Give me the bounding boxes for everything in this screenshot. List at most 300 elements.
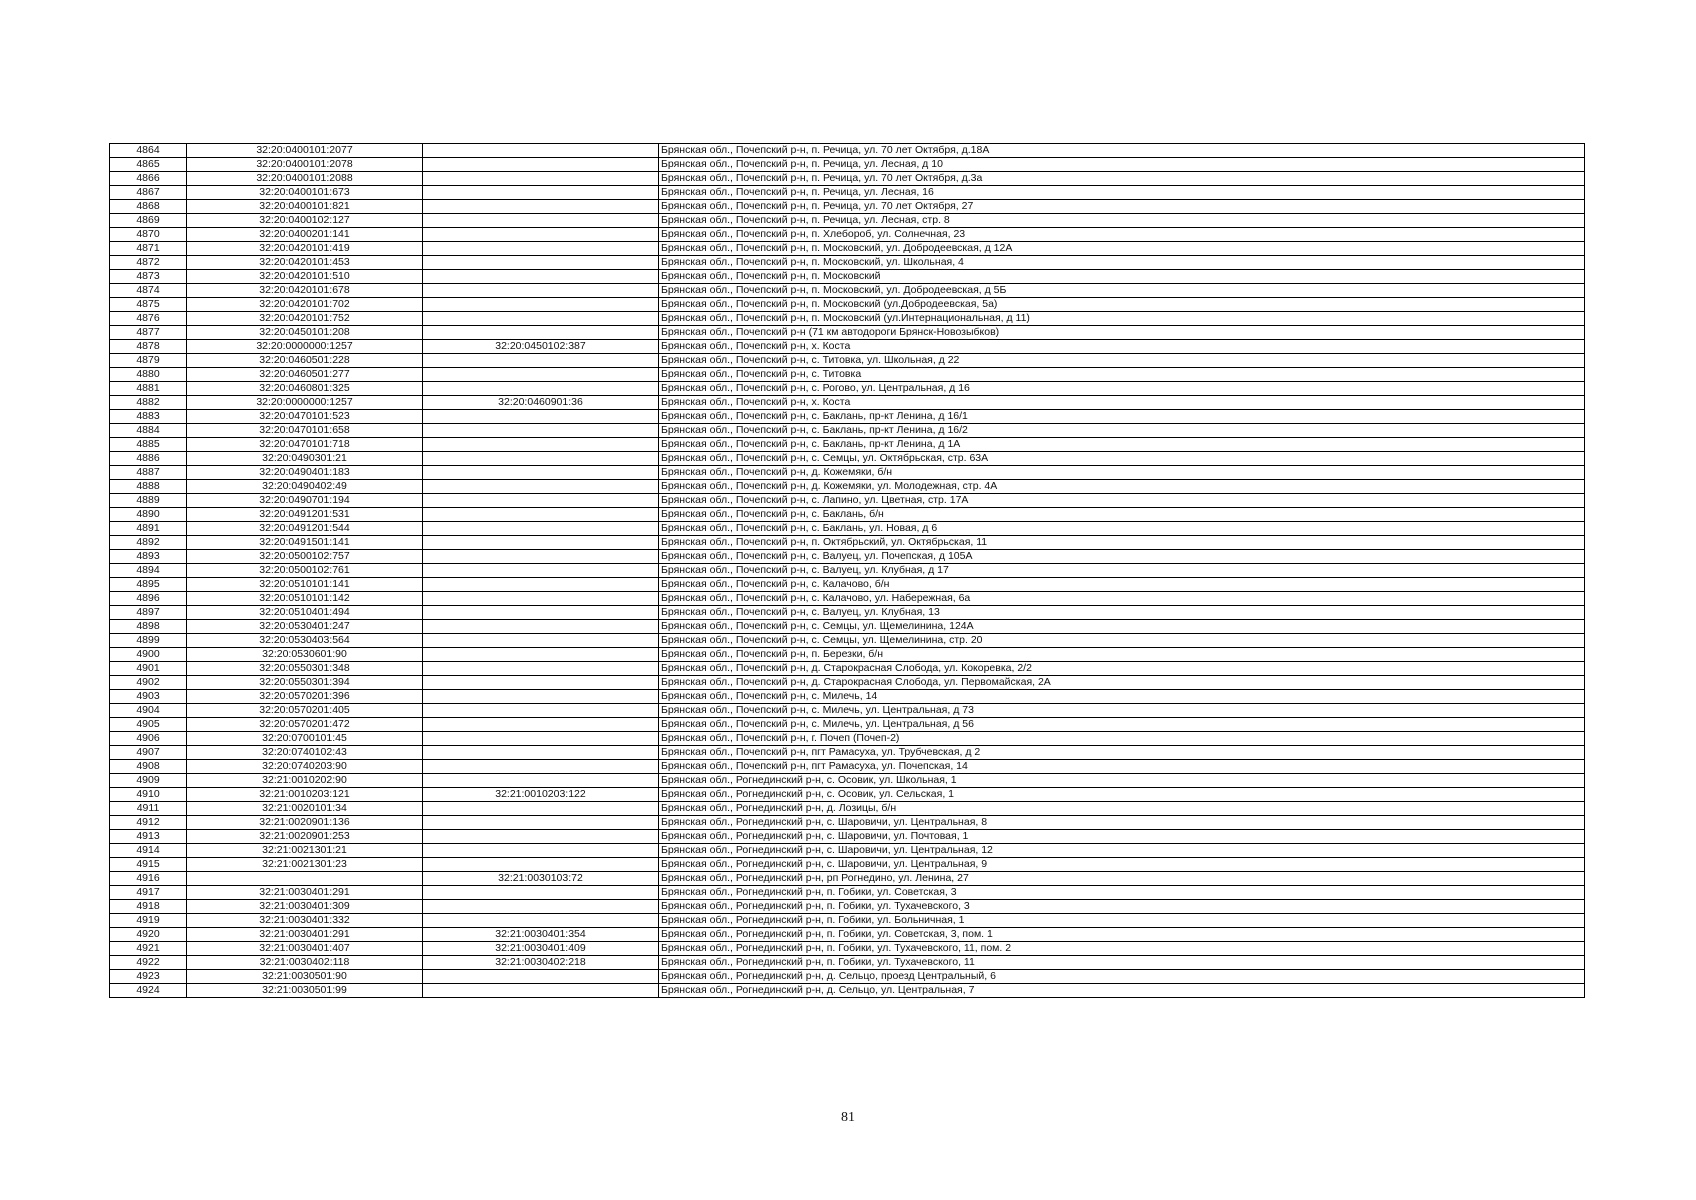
row-number-cell: 4885 — [110, 438, 187, 452]
table-row — [110, 522, 1585, 536]
cadastral-number-cell: 32:20:0530601:90 — [187, 648, 423, 662]
related-cadastral-number-cell — [423, 606, 659, 620]
address-cell: Брянская обл., Почепский р-н, с. Милечь, 14 — [659, 690, 1585, 704]
related-cadastral-number-cell — [423, 382, 659, 396]
row-number-cell: 4923 — [110, 970, 187, 984]
address-cell: Брянская обл., Почепский р-н (71 км автодороги Брянск-Новозыбков) — [659, 326, 1585, 340]
cadastral-number-cell: 32:20:0400201:141 — [187, 228, 423, 242]
table-row — [110, 480, 1585, 494]
related-cadastral-number-cell — [423, 802, 659, 816]
address-cell: Брянская обл., Почепский р-н, п. Речица, ул. Лесная, д 10 — [659, 158, 1585, 172]
row-number-cell: 4922 — [110, 956, 187, 970]
table-row — [110, 214, 1585, 228]
cadastral-number-cell: 32:20:0400101:2077 — [187, 144, 423, 158]
table-row — [110, 690, 1585, 704]
cadastral-number-cell: 32:20:0570201:396 — [187, 690, 423, 704]
address-cell: Брянская обл., Почепский р-н, п. Московский (ул.Добродеевская, 5а) — [659, 298, 1585, 312]
address-cell: Брянская обл., Почепский р-н, г. Почеп (Почеп-2) — [659, 732, 1585, 746]
row-number-cell: 4867 — [110, 186, 187, 200]
address-cell: Брянская обл., Почепский р-н, х. Коста — [659, 396, 1585, 410]
cadastral-number-cell: 32:20:0460501:228 — [187, 354, 423, 368]
related-cadastral-number-cell — [423, 676, 659, 690]
table-row — [110, 676, 1585, 690]
related-cadastral-number-cell: 32:21:0030401:409 — [423, 942, 659, 956]
related-cadastral-number-cell — [423, 662, 659, 676]
table-row — [110, 886, 1585, 900]
row-number-cell: 4918 — [110, 900, 187, 914]
address-cell: Брянская обл., Почепский р-н, п. Речица, ул. 70 лет Октября, д.3а — [659, 172, 1585, 186]
row-number-cell: 4891 — [110, 522, 187, 536]
row-number-cell: 4913 — [110, 830, 187, 844]
table-row — [110, 704, 1585, 718]
cadastral-number-cell: 32:20:0420101:510 — [187, 270, 423, 284]
row-number-cell: 4896 — [110, 592, 187, 606]
row-number-cell: 4900 — [110, 648, 187, 662]
cadastral-number-cell: 32:21:0030401:407 — [187, 942, 423, 956]
cadastral-number-cell: 32:20:0470101:523 — [187, 410, 423, 424]
related-cadastral-number-cell — [423, 578, 659, 592]
address-cell: Брянская обл., Почепский р-н, с. Баклань, ул. Новая, д 6 — [659, 522, 1585, 536]
cadastral-number-cell — [187, 872, 423, 886]
cadastral-number-cell: 32:21:0010202:90 — [187, 774, 423, 788]
cadastral-number-cell: 32:20:0550301:348 — [187, 662, 423, 676]
address-cell: Брянская обл., Почепский р-н, с. Валуец, ул. Клубная, д 17 — [659, 564, 1585, 578]
row-number-cell: 4895 — [110, 578, 187, 592]
cadastral-number-cell: 32:20:0000000:1257 — [187, 396, 423, 410]
register-body — [110, 144, 1585, 998]
address-cell: Брянская обл., Почепский р-н, п. Хлебороб, ул. Солнечная, 23 — [659, 228, 1585, 242]
address-cell: Брянская обл., Почепский р-н, п. Речица, ул. 70 лет Октября, 27 — [659, 200, 1585, 214]
address-cell: Брянская обл., Почепский р-н, пгт Рамасуха, ул. Почепская, 14 — [659, 760, 1585, 774]
row-number-cell: 4901 — [110, 662, 187, 676]
related-cadastral-number-cell — [423, 550, 659, 564]
row-number-cell: 4884 — [110, 424, 187, 438]
table-row — [110, 396, 1585, 410]
address-cell: Брянская обл., Рогнединский р-н, п. Гобики, ул. Советская, 3 — [659, 886, 1585, 900]
address-cell: Брянская обл., Рогнединский р-н, п. Гобики, ул. Советская, 3, пом. 1 — [659, 928, 1585, 942]
address-cell: Брянская обл., Почепский р-н, п. Московский, ул. Школьная, 4 — [659, 256, 1585, 270]
related-cadastral-number-cell — [423, 732, 659, 746]
cadastral-number-cell: 32:20:0490401:183 — [187, 466, 423, 480]
table-row — [110, 438, 1585, 452]
table-row — [110, 340, 1585, 354]
cadastral-number-cell: 32:20:0490301:21 — [187, 452, 423, 466]
cadastral-number-cell: 32:20:0460501:277 — [187, 368, 423, 382]
related-cadastral-number-cell — [423, 690, 659, 704]
related-cadastral-number-cell — [423, 718, 659, 732]
table-row — [110, 382, 1585, 396]
address-cell: Брянская обл., Почепский р-н, д. Старокрасная Слобода, ул. Первомайская, 2А — [659, 676, 1585, 690]
related-cadastral-number-cell — [423, 648, 659, 662]
cadastral-number-cell: 32:20:0491201:544 — [187, 522, 423, 536]
related-cadastral-number-cell — [423, 886, 659, 900]
related-cadastral-number-cell — [423, 186, 659, 200]
cadastral-number-cell: 32:21:0030401:332 — [187, 914, 423, 928]
row-number-cell: 4924 — [110, 984, 187, 998]
address-cell: Брянская обл., Почепский р-н, д. Кожемяки, б/н — [659, 466, 1585, 480]
address-cell: Брянская обл., Почепский р-н, с. Титовка — [659, 368, 1585, 382]
address-cell: Брянская обл., Рогнединский р-н, с. Осовик, ул. Сельская, 1 — [659, 788, 1585, 802]
row-number-cell: 4871 — [110, 242, 187, 256]
table-row — [110, 158, 1585, 172]
row-number-cell: 4879 — [110, 354, 187, 368]
table-row — [110, 550, 1585, 564]
related-cadastral-number-cell — [423, 368, 659, 382]
table-row — [110, 914, 1585, 928]
cadastral-number-cell: 32:21:0021301:23 — [187, 858, 423, 872]
related-cadastral-number-cell — [423, 410, 659, 424]
row-number-cell: 4865 — [110, 158, 187, 172]
row-number-cell: 4868 — [110, 200, 187, 214]
cadastral-number-cell: 32:20:0530403:564 — [187, 634, 423, 648]
address-cell: Брянская обл., Почепский р-н, с. Милечь, ул. Центральная, д 73 — [659, 704, 1585, 718]
address-cell: Брянская обл., Почепский р-н, п. Московский, ул. Добродеевская, д 5Б — [659, 284, 1585, 298]
cadastral-number-cell: 32:20:0420101:453 — [187, 256, 423, 270]
cadastral-number-cell: 32:20:0491201:531 — [187, 508, 423, 522]
address-cell: Брянская обл., Почепский р-н, п. Речица, ул. Лесная, стр. 8 — [659, 214, 1585, 228]
cadastral-number-cell: 32:20:0000000:1257 — [187, 340, 423, 354]
table-row — [110, 564, 1585, 578]
row-number-cell: 4869 — [110, 214, 187, 228]
row-number-cell: 4906 — [110, 732, 187, 746]
address-cell: Брянская обл., Почепский р-н, д. Старокрасная Слобода, ул. Кокоревка, 2/2 — [659, 662, 1585, 676]
cadastral-number-cell: 32:20:0400101:2088 — [187, 172, 423, 186]
row-number-cell: 4887 — [110, 466, 187, 480]
row-number-cell: 4921 — [110, 942, 187, 956]
table-row — [110, 298, 1585, 312]
address-cell: Брянская обл., Почепский р-н, с. Калачово, б/н — [659, 578, 1585, 592]
row-number-cell: 4910 — [110, 788, 187, 802]
row-number-cell: 4912 — [110, 816, 187, 830]
related-cadastral-number-cell — [423, 984, 659, 998]
address-cell: Брянская обл., Рогнединский р-н, д. Лозицы, б/н — [659, 802, 1585, 816]
row-number-cell: 4874 — [110, 284, 187, 298]
address-cell: Брянская обл., Почепский р-н, пгт Рамасуха, ул. Трубчевская, д 2 — [659, 746, 1585, 760]
cadastral-number-cell: 32:20:0570201:472 — [187, 718, 423, 732]
address-cell: Брянская обл., Почепский р-н, с. Милечь, ул. Центральная, д 56 — [659, 718, 1585, 732]
row-number-cell: 4908 — [110, 760, 187, 774]
row-number-cell: 4904 — [110, 704, 187, 718]
row-number-cell: 4903 — [110, 690, 187, 704]
table-row — [110, 844, 1585, 858]
related-cadastral-number-cell: 32:20:0450102:387 — [423, 340, 659, 354]
table-row — [110, 424, 1585, 438]
address-cell: Брянская обл., Почепский р-н, с. Баклань, б/н — [659, 508, 1585, 522]
row-number-cell: 4907 — [110, 746, 187, 760]
related-cadastral-number-cell — [423, 284, 659, 298]
cadastral-number-cell: 32:21:0010203:121 — [187, 788, 423, 802]
cadastral-number-cell: 32:20:0400101:2078 — [187, 158, 423, 172]
related-cadastral-number-cell — [423, 298, 659, 312]
table-row — [110, 956, 1585, 970]
address-cell: Брянская обл., Рогнединский р-н, п. Гобики, ул. Тухачевского, 11, пом. 2 — [659, 942, 1585, 956]
row-number-cell: 4894 — [110, 564, 187, 578]
row-number-cell: 4876 — [110, 312, 187, 326]
table-row — [110, 368, 1585, 382]
table-row — [110, 760, 1585, 774]
address-cell: Брянская обл., Рогнединский р-н, с. Шаровичи, ул. Центральная, 9 — [659, 858, 1585, 872]
cadastral-number-cell: 32:21:0030501:99 — [187, 984, 423, 998]
cadastral-number-cell: 32:21:0030401:291 — [187, 886, 423, 900]
table-row — [110, 284, 1585, 298]
table-row — [110, 200, 1585, 214]
table-row — [110, 662, 1585, 676]
table-row — [110, 172, 1585, 186]
cadastral-number-cell: 32:20:0490402:49 — [187, 480, 423, 494]
table-row — [110, 942, 1585, 956]
related-cadastral-number-cell: 32:21:0030402:218 — [423, 956, 659, 970]
table-row — [110, 872, 1585, 886]
cadastral-number-cell: 32:21:0030401:291 — [187, 928, 423, 942]
related-cadastral-number-cell — [423, 452, 659, 466]
address-cell: Брянская обл., Почепский р-н, х. Коста — [659, 340, 1585, 354]
row-number-cell: 4875 — [110, 298, 187, 312]
related-cadastral-number-cell: 32:20:0460901:36 — [423, 396, 659, 410]
related-cadastral-number-cell — [423, 312, 659, 326]
cadastral-number-cell: 32:20:0700101:45 — [187, 732, 423, 746]
related-cadastral-number-cell — [423, 438, 659, 452]
address-cell: Брянская обл., Почепский р-н, с. Калачово, ул. Набережная, 6а — [659, 592, 1585, 606]
cadastral-number-cell: 32:21:0021301:21 — [187, 844, 423, 858]
related-cadastral-number-cell — [423, 242, 659, 256]
related-cadastral-number-cell — [423, 172, 659, 186]
related-cadastral-number-cell — [423, 970, 659, 984]
row-number-cell: 4866 — [110, 172, 187, 186]
related-cadastral-number-cell — [423, 354, 659, 368]
cadastral-number-cell: 32:21:0030402:118 — [187, 956, 423, 970]
table-row — [110, 508, 1585, 522]
table-row — [110, 970, 1585, 984]
address-cell: Брянская обл., Рогнединский р-н, с. Шаровичи, ул. Почтовая, 1 — [659, 830, 1585, 844]
page-number: 81 — [841, 1110, 855, 1125]
address-cell: Брянская обл., Рогнединский р-н, п. Гобики, ул. Тухачевского, 11 — [659, 956, 1585, 970]
address-cell: Брянская обл., Рогнединский р-н, п. Гобики, ул. Больничная, 1 — [659, 914, 1585, 928]
table-row — [110, 746, 1585, 760]
address-cell: Брянская обл., Рогнединский р-н, д. Сельцо, ул. Центральная, 7 — [659, 984, 1585, 998]
related-cadastral-number-cell — [423, 256, 659, 270]
related-cadastral-number-cell — [423, 704, 659, 718]
cadastral-number-cell: 32:20:0500102:757 — [187, 550, 423, 564]
address-cell: Брянская обл., Рогнединский р-н, д. Сельцо, проезд Центральный, 6 — [659, 970, 1585, 984]
address-cell: Брянская обл., Почепский р-н, с. Титовка, ул. Школьная, д 22 — [659, 354, 1585, 368]
address-cell: Брянская обл., Почепский р-н, п. Московский (ул.Интернациональная, д 11) — [659, 312, 1585, 326]
row-number-cell: 4880 — [110, 368, 187, 382]
address-cell: Брянская обл., Почепский р-н, д. Кожемяки, ул. Молодежная, стр. 4А — [659, 480, 1585, 494]
row-number-cell: 4864 — [110, 144, 187, 158]
row-number-cell: 4883 — [110, 410, 187, 424]
related-cadastral-number-cell — [423, 144, 659, 158]
cadastral-number-cell: 32:20:0400101:673 — [187, 186, 423, 200]
cadastral-number-cell: 32:21:0030401:309 — [187, 900, 423, 914]
table-row — [110, 788, 1585, 802]
address-cell: Брянская обл., Рогнединский р-н, п. Гобики, ул. Тухачевского, 3 — [659, 900, 1585, 914]
related-cadastral-number-cell: 32:21:0010203:122 — [423, 788, 659, 802]
cadastral-number-cell: 32:20:0470101:718 — [187, 438, 423, 452]
related-cadastral-number-cell — [423, 480, 659, 494]
row-number-cell: 4890 — [110, 508, 187, 522]
row-number-cell: 4920 — [110, 928, 187, 942]
row-number-cell: 4878 — [110, 340, 187, 354]
table-row — [110, 984, 1585, 998]
address-cell: Брянская обл., Почепский р-н, п. Речица, ул. 70 лет Октября, д.18А — [659, 144, 1585, 158]
table-row — [110, 718, 1585, 732]
address-cell: Брянская обл., Почепский р-н, п. Речица, ул. Лесная, 16 — [659, 186, 1585, 200]
table-row — [110, 494, 1585, 508]
address-cell: Брянская обл., Почепский р-н, с. Лапино, ул. Цветная, стр. 17А — [659, 494, 1585, 508]
address-cell: Брянская обл., Почепский р-н, с. Баклань, пр-кт Ленина, д 16/1 — [659, 410, 1585, 424]
table-row — [110, 606, 1585, 620]
table-row — [110, 648, 1585, 662]
cadastral-number-cell: 32:21:0030501:90 — [187, 970, 423, 984]
related-cadastral-number-cell — [423, 424, 659, 438]
table-row — [110, 452, 1585, 466]
related-cadastral-number-cell — [423, 746, 659, 760]
cadastral-number-cell: 32:20:0400101:821 — [187, 200, 423, 214]
table-row — [110, 326, 1585, 340]
address-cell: Брянская обл., Почепский р-н, с. Рогово, ул. Центральная, д 16 — [659, 382, 1585, 396]
cadastral-number-cell: 32:20:0740102:43 — [187, 746, 423, 760]
table-row — [110, 186, 1585, 200]
related-cadastral-number-cell — [423, 858, 659, 872]
cadastral-number-cell: 32:20:0450101:208 — [187, 326, 423, 340]
table-row — [110, 620, 1585, 634]
row-number-cell: 4882 — [110, 396, 187, 410]
related-cadastral-number-cell — [423, 270, 659, 284]
table-row — [110, 410, 1585, 424]
related-cadastral-number-cell — [423, 494, 659, 508]
cadastral-number-cell: 32:20:0740203:90 — [187, 760, 423, 774]
row-number-cell: 4892 — [110, 536, 187, 550]
row-number-cell: 4899 — [110, 634, 187, 648]
cadastral-number-cell: 32:20:0400102:127 — [187, 214, 423, 228]
cadastral-number-cell: 32:20:0420101:702 — [187, 298, 423, 312]
table-row — [110, 228, 1585, 242]
table-row — [110, 536, 1585, 550]
row-number-cell: 4889 — [110, 494, 187, 508]
row-number-cell: 4897 — [110, 606, 187, 620]
table-row — [110, 466, 1585, 480]
cadastral-number-cell: 32:20:0460801:325 — [187, 382, 423, 396]
cadastral-number-cell: 32:20:0470101:658 — [187, 424, 423, 438]
table-row — [110, 858, 1585, 872]
related-cadastral-number-cell — [423, 158, 659, 172]
table-row — [110, 242, 1585, 256]
table-row — [110, 592, 1585, 606]
cadastral-number-cell: 32:21:0020101:34 — [187, 802, 423, 816]
related-cadastral-number-cell — [423, 634, 659, 648]
related-cadastral-number-cell — [423, 326, 659, 340]
row-number-cell: 4915 — [110, 858, 187, 872]
row-number-cell: 4917 — [110, 886, 187, 900]
row-number-cell: 4870 — [110, 228, 187, 242]
cadastral-number-cell: 32:20:0530401:247 — [187, 620, 423, 634]
related-cadastral-number-cell — [423, 830, 659, 844]
cadastral-number-cell: 32:20:0570201:405 — [187, 704, 423, 718]
related-cadastral-number-cell — [423, 214, 659, 228]
table-row — [110, 578, 1585, 592]
table-row — [110, 354, 1585, 368]
address-cell: Брянская обл., Почепский р-н, с. Семцы, ул. Щемелинина, стр. 20 — [659, 634, 1585, 648]
related-cadastral-number-cell — [423, 844, 659, 858]
row-number-cell: 4872 — [110, 256, 187, 270]
row-number-cell: 4881 — [110, 382, 187, 396]
cadastral-number-cell: 32:20:0510101:142 — [187, 592, 423, 606]
cadastral-number-cell: 32:20:0510101:141 — [187, 578, 423, 592]
cadastral-number-cell: 32:20:0490701:194 — [187, 494, 423, 508]
table-row — [110, 900, 1585, 914]
cadastral-number-cell: 32:20:0510401:494 — [187, 606, 423, 620]
address-cell: Брянская обл., Рогнединский р-н, с. Осовик, ул. Школьная, 1 — [659, 774, 1585, 788]
address-cell: Брянская обл., Почепский р-н, с. Валуец, ул. Клубная, 13 — [659, 606, 1585, 620]
table-row — [110, 144, 1585, 158]
address-cell: Брянская обл., Почепский р-н, с. Валуец, ул. Почепская, д 105А — [659, 550, 1585, 564]
related-cadastral-number-cell — [423, 620, 659, 634]
cadastral-number-cell: 32:20:0420101:419 — [187, 242, 423, 256]
register-table — [109, 143, 1585, 998]
table-row — [110, 802, 1585, 816]
address-cell: Брянская обл., Почепский р-н, п. Московский — [659, 270, 1585, 284]
related-cadastral-number-cell — [423, 914, 659, 928]
table-row — [110, 774, 1585, 788]
address-cell: Брянская обл., Почепский р-н, с. Семцы, ул. Щемелинина, 124А — [659, 620, 1585, 634]
cadastral-number-cell: 32:20:0550301:394 — [187, 676, 423, 690]
row-number-cell: 4905 — [110, 718, 187, 732]
table-row — [110, 270, 1585, 284]
row-number-cell: 4902 — [110, 676, 187, 690]
related-cadastral-number-cell: 32:21:0030401:354 — [423, 928, 659, 942]
address-cell: Брянская обл., Почепский р-н, с. Семцы, ул. Октябрьская, стр. 63А — [659, 452, 1585, 466]
cadastral-number-cell: 32:20:0500102:761 — [187, 564, 423, 578]
related-cadastral-number-cell — [423, 536, 659, 550]
related-cadastral-number-cell — [423, 816, 659, 830]
row-number-cell: 4911 — [110, 802, 187, 816]
cadastral-number-cell: 32:20:0420101:752 — [187, 312, 423, 326]
table-row — [110, 312, 1585, 326]
address-cell: Брянская обл., Почепский р-н, с. Баклань, пр-кт Ленина, д 16/2 — [659, 424, 1585, 438]
table-row — [110, 256, 1585, 270]
address-cell: Брянская обл., Почепский р-н, с. Баклань, пр-кт Ленина, д 1А — [659, 438, 1585, 452]
table-row — [110, 732, 1585, 746]
row-number-cell: 4898 — [110, 620, 187, 634]
table-row — [110, 928, 1585, 942]
row-number-cell: 4919 — [110, 914, 187, 928]
row-number-cell: 4893 — [110, 550, 187, 564]
related-cadastral-number-cell — [423, 522, 659, 536]
address-cell: Брянская обл., Почепский р-н, п. Октябрьский, ул. Октябрьская, 11 — [659, 536, 1585, 550]
address-cell: Брянская обл., Рогнединский р-н, рп Рогнедино, ул. Ленина, 27 — [659, 872, 1585, 886]
table-row — [110, 634, 1585, 648]
cadastral-number-cell: 32:21:0020901:253 — [187, 830, 423, 844]
table-row — [110, 816, 1585, 830]
address-cell: Брянская обл., Почепский р-н, п. Московский, ул. Добродеевская, д 12А — [659, 242, 1585, 256]
address-cell: Брянская обл., Рогнединский р-н, с. Шаровичи, ул. Центральная, 8 — [659, 816, 1585, 830]
related-cadastral-number-cell — [423, 760, 659, 774]
address-cell: Брянская обл., Рогнединский р-н, с. Шаровичи, ул. Центральная, 12 — [659, 844, 1585, 858]
related-cadastral-number-cell — [423, 774, 659, 788]
related-cadastral-number-cell — [423, 900, 659, 914]
address-cell: Брянская обл., Почепский р-н, п. Березки, б/н — [659, 648, 1585, 662]
related-cadastral-number-cell — [423, 200, 659, 214]
related-cadastral-number-cell — [423, 466, 659, 480]
row-number-cell: 4909 — [110, 774, 187, 788]
related-cadastral-number-cell — [423, 564, 659, 578]
row-number-cell: 4888 — [110, 480, 187, 494]
row-number-cell: 4877 — [110, 326, 187, 340]
table-row — [110, 830, 1585, 844]
row-number-cell: 4914 — [110, 844, 187, 858]
related-cadastral-number-cell — [423, 228, 659, 242]
cadastral-number-cell: 32:20:0491501:141 — [187, 536, 423, 550]
